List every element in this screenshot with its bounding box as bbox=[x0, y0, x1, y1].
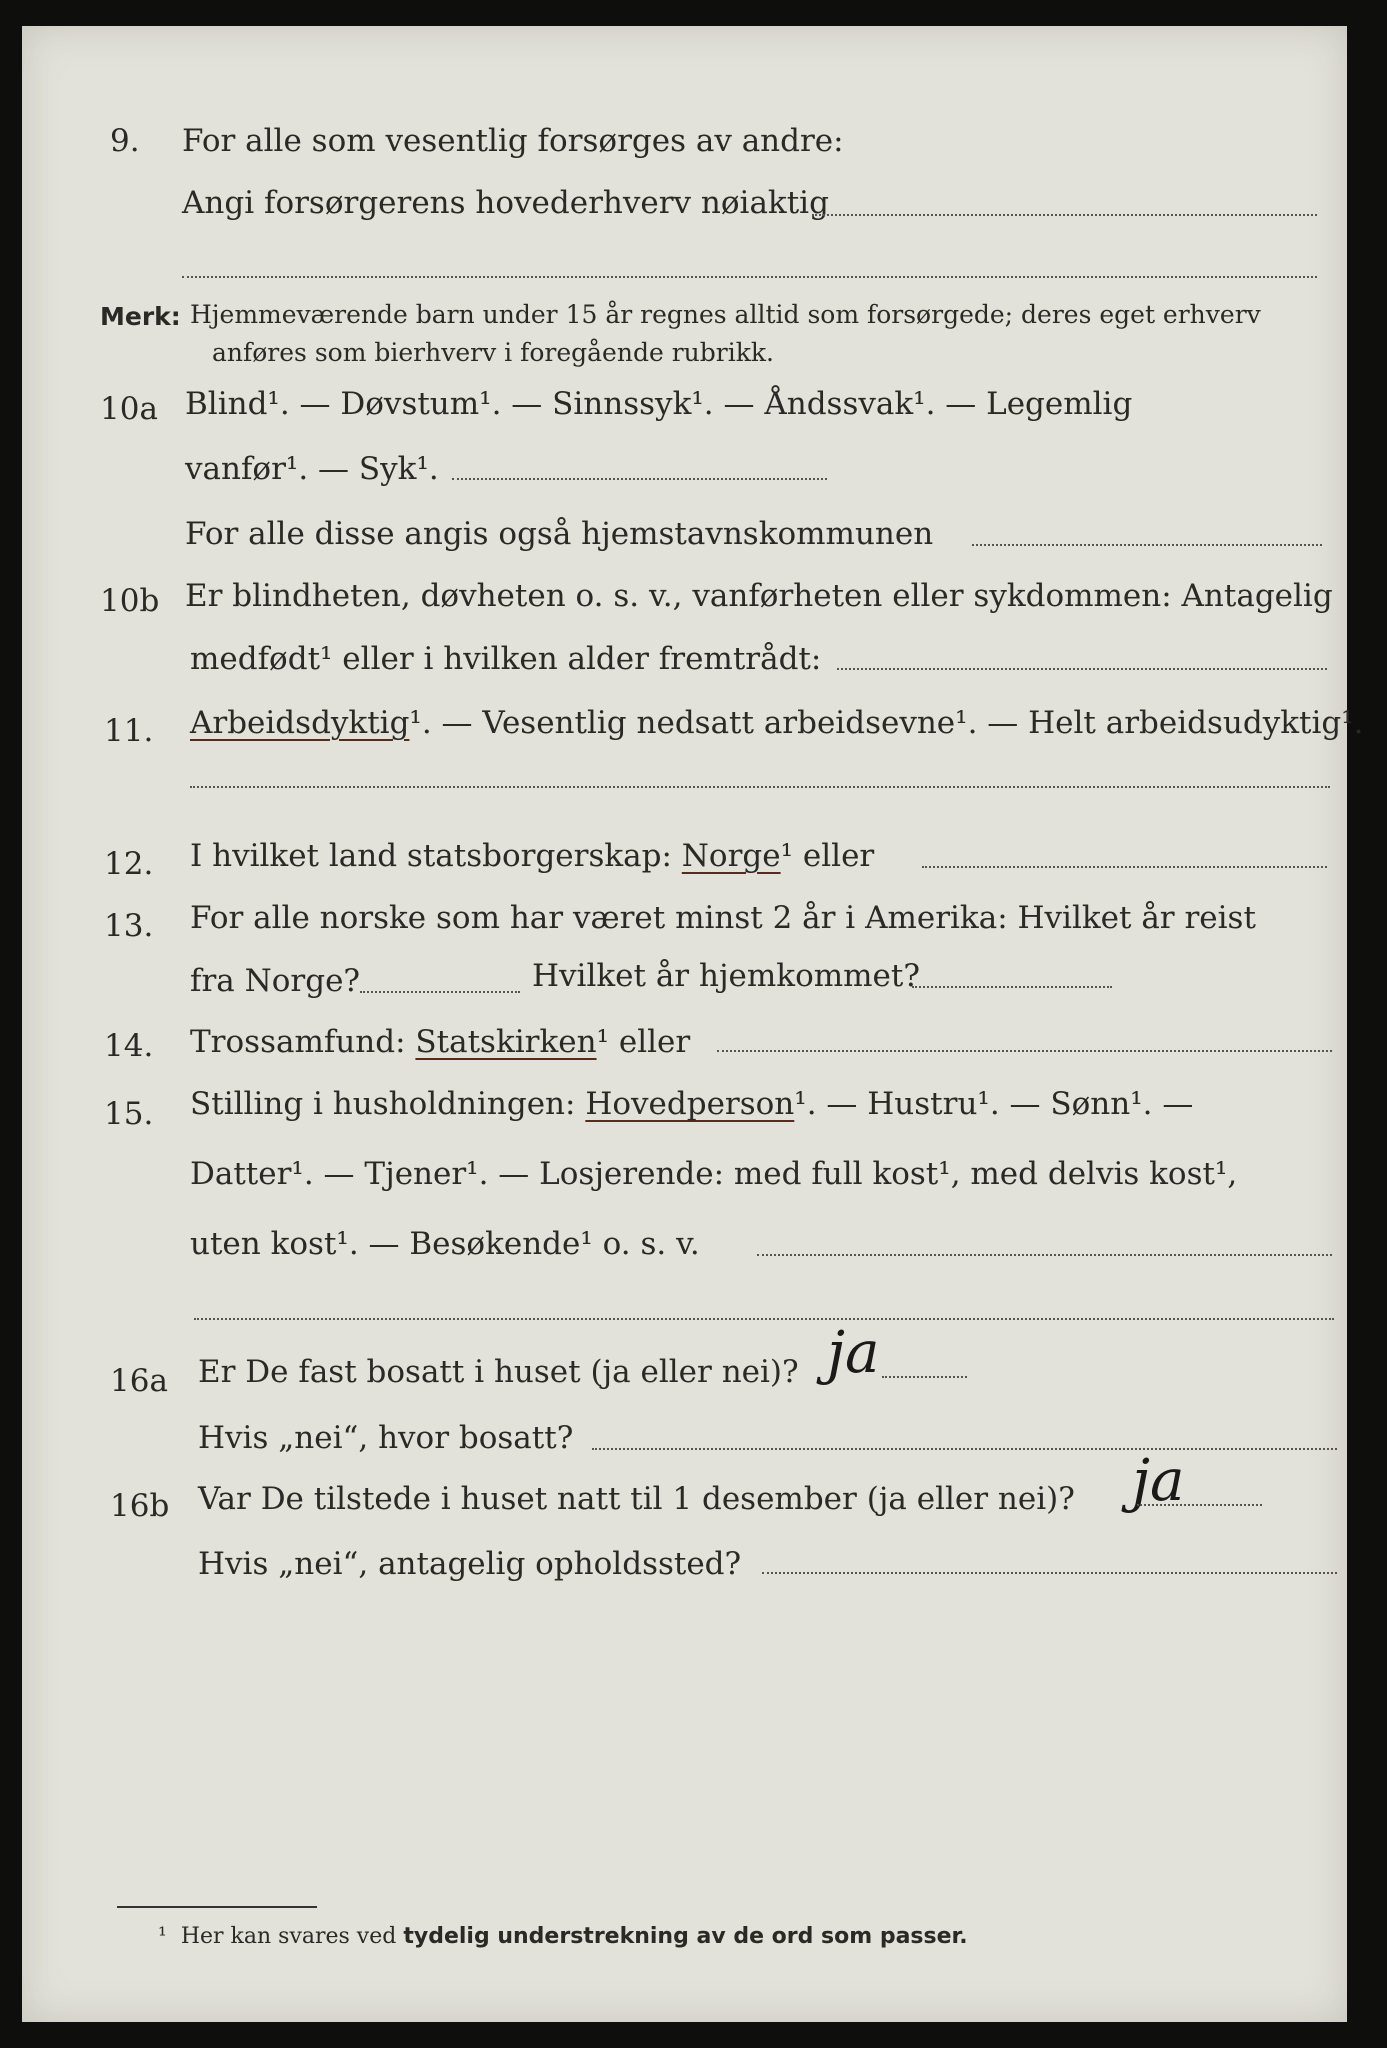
q10b-answer-line[interactable] bbox=[837, 668, 1327, 670]
q15-line-2: Datter¹. — Tjener¹. — Losjerende: med full kost¹, med delvis kost¹, bbox=[190, 1156, 1238, 1192]
q14-post: ¹ eller bbox=[596, 1024, 691, 1060]
q11-number: 11. bbox=[104, 713, 154, 749]
q10a-number: 10a bbox=[100, 391, 158, 427]
q15-selected-option[interactable]: Hovedperson bbox=[585, 1086, 795, 1122]
q13-line-1: For alle norske som har været minst 2 år i Amerika: Hvilket år reist bbox=[190, 900, 1256, 936]
q16a-followup: Hvis „nei“, hvor bosatt? bbox=[198, 1420, 574, 1456]
footnote-text: Her kan svares ved bbox=[180, 1924, 397, 1949]
q11-rest: ¹. — Vesentlig nedsatt arbeidsevne¹. — Helt arbeidsudyktig¹. bbox=[409, 705, 1364, 741]
q9-subquestion: Angi forsørgerens hovederhverv nøiaktig bbox=[182, 185, 829, 221]
q11-options bbox=[190, 703, 1364, 743]
q11-selected-option[interactable]: Arbeidsdyktig bbox=[190, 705, 410, 741]
q15-pre: Stilling i husholdningen: bbox=[190, 1086, 576, 1122]
q12-answer-line[interactable] bbox=[922, 866, 1327, 868]
q10a-hjemstavn-line[interactable] bbox=[972, 544, 1322, 546]
q10a-line-2: vanfør¹. — Syk¹. bbox=[185, 451, 439, 487]
q10a-line-3: For alle disse angis også hjemstavnskommunen bbox=[185, 516, 934, 552]
q10b-line-1: Er blindheten, døvheten o. s. v., vanførheten eller sykdommen: Antagelig bbox=[185, 578, 1333, 614]
q16b-answer-line[interactable] bbox=[1137, 1504, 1262, 1506]
q15-line-3: uten kost¹. — Besøkende¹ o. s. v. bbox=[190, 1226, 700, 1262]
q15-line-1 bbox=[190, 1084, 1193, 1124]
q13-reist-label: fra Norge? bbox=[190, 963, 361, 999]
footnote-bold-text: tydelig understrekning av de ord som passer. bbox=[403, 1924, 968, 1949]
q16b-followup: Hvis „nei“, antagelig opholdssted? bbox=[198, 1546, 742, 1582]
q10b-number: 10b bbox=[100, 583, 160, 619]
footnote-divider bbox=[117, 1906, 317, 1908]
footnote-mark: ¹ bbox=[158, 1924, 167, 1949]
q11-answer-line[interactable] bbox=[190, 786, 1330, 788]
q16a-question: Er De fast bosatt i huset (ja eller nei)? bbox=[198, 1354, 799, 1390]
q14-question bbox=[190, 1022, 690, 1062]
q12-selected-option[interactable]: Norge bbox=[681, 838, 781, 874]
q13-reist-line[interactable] bbox=[360, 991, 520, 993]
q16a-handwritten-answer[interactable]: ja bbox=[827, 1318, 880, 1386]
q14-number: 14. bbox=[104, 1028, 154, 1064]
q12-pre: I hvilket land statsborgerskap: bbox=[190, 838, 672, 874]
q9-answer-line-2[interactable] bbox=[182, 276, 1317, 278]
merk-text-2: anføres som bierhverv i foregående rubrikk. bbox=[212, 338, 774, 367]
q12-number: 12. bbox=[104, 846, 154, 882]
q16a-answer-line[interactable] bbox=[882, 1376, 967, 1378]
q16b-number: 16b bbox=[110, 1488, 170, 1524]
q16b-handwritten-answer[interactable]: ja bbox=[1132, 1446, 1185, 1514]
q9-question: For alle som vesentlig forsørges av andre: bbox=[182, 123, 844, 159]
q16a-followup-line[interactable] bbox=[592, 1448, 1337, 1450]
q16a-number: 16a bbox=[110, 1363, 168, 1399]
q9-answer-line[interactable] bbox=[812, 214, 1317, 216]
footnote bbox=[158, 1920, 968, 1954]
q14-pre: Trossamfund: bbox=[190, 1024, 406, 1060]
q15-answer-line[interactable] bbox=[757, 1254, 1332, 1256]
q13-number: 13. bbox=[104, 908, 154, 944]
q16b-question: Var De tilstede i huset natt til 1 desember (ja eller nei)? bbox=[198, 1481, 1075, 1517]
q12-question bbox=[190, 836, 874, 876]
q14-selected-option[interactable]: Statskirken bbox=[415, 1024, 597, 1060]
q10a-line-1: Blind¹. — Døvstum¹. — Sinnssyk¹. — Åndssvak¹. — Legemlig bbox=[185, 386, 1133, 422]
q13-hjemkommet-label: Hvilket år hjemkommet? bbox=[532, 958, 920, 994]
q15-number: 15. bbox=[104, 1096, 154, 1132]
q13-hjemkommet-line[interactable] bbox=[912, 986, 1112, 988]
q15-post: ¹. — Hustru¹. — Sønn¹. — bbox=[794, 1086, 1194, 1122]
q10a-answer-line[interactable] bbox=[452, 478, 827, 480]
form-page bbox=[22, 26, 1364, 2022]
q14-answer-line[interactable] bbox=[717, 1050, 1332, 1052]
q12-post: ¹ eller bbox=[780, 838, 875, 874]
q16b-followup-line[interactable] bbox=[762, 1572, 1337, 1574]
q9-number: 9. bbox=[110, 123, 140, 159]
merk-label: Merk: bbox=[100, 302, 181, 331]
q10b-line-2: medfødt¹ eller i hvilken alder fremtrådt: bbox=[190, 641, 822, 677]
merk-text-1: Hjemmeværende barn under 15 år regnes alltid som forsørgede; deres eget erhverv bbox=[190, 300, 1261, 329]
q15-answer-line-2[interactable] bbox=[194, 1318, 1334, 1320]
